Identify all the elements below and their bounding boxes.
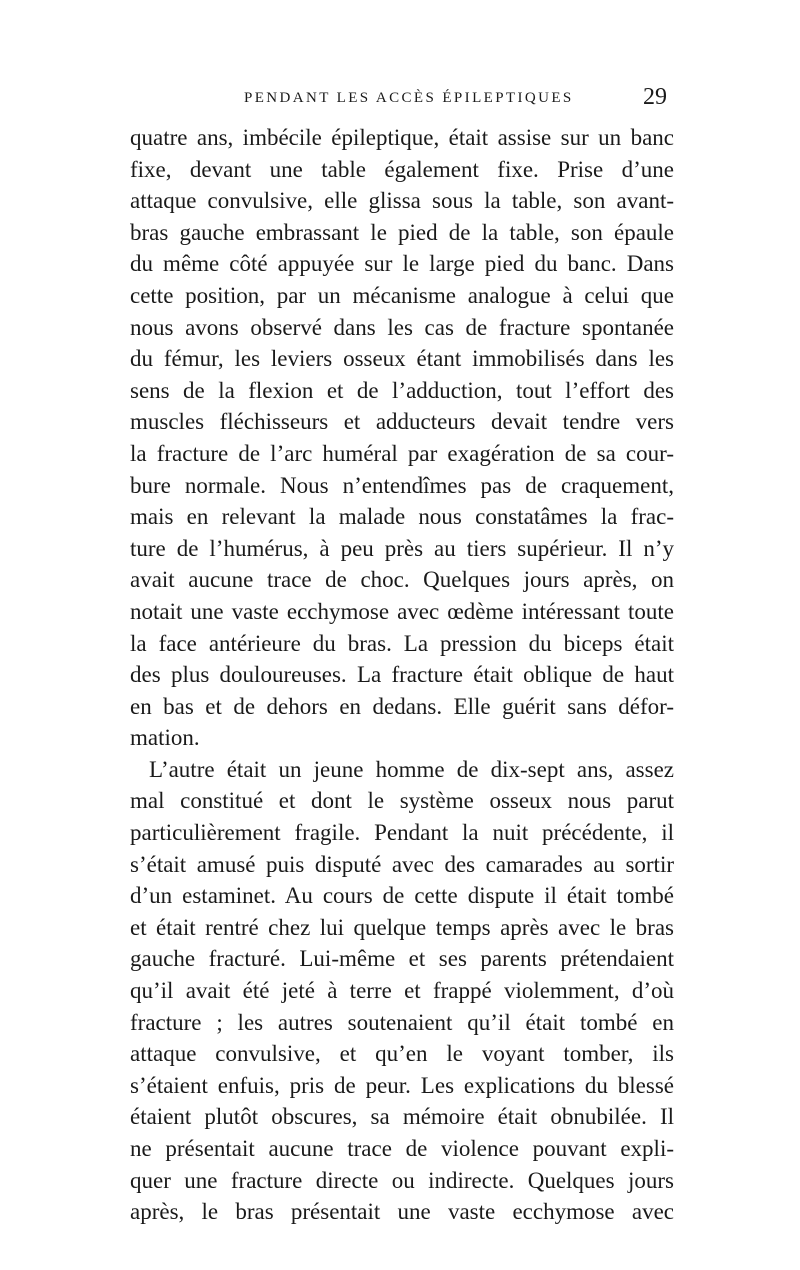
text-line: attaque convulsive, et qu’en le voyant tomber, ils: [130, 1041, 674, 1067]
text-line: mais en relevant la malade nous constatâmes la frac-: [130, 504, 674, 530]
text-line: étaient plutôt obscures, sa mémoire était obnubilée. Il: [130, 1104, 674, 1130]
text-line: la face antérieure du bras. La pression du biceps était: [130, 630, 674, 656]
text-line: s’était amusé puis disputé avec des camarades au sortir: [130, 851, 674, 877]
text-line: fixe, devant une table également fixe. Prise d’une: [130, 156, 674, 182]
text-line: ne présentait aucune trace de violence pouvant expli-: [130, 1136, 674, 1161]
text-line: particulièrement fragile. Pendant la nuit précédente, il: [130, 820, 674, 846]
text-line: fracture ; les autres soutenaient qu’il était tombé en: [130, 1009, 674, 1035]
text-line: quer une fracture directe ou indirecte. Quelques jours: [130, 1167, 674, 1193]
running-head: PENDANT LES ACCÈS ÉPILEPTIQUES: [244, 90, 574, 106]
text-line: s’étaient enfuis, pris de peur. Les explications du blessé: [130, 1072, 674, 1098]
text-line: quatre ans, imbécile épileptique, était assise sur un banc: [130, 125, 674, 150]
paragraph: [130, 122, 674, 754]
text-line: du fémur, les leviers osseux étant immobilisés dans les: [130, 346, 674, 372]
text-line: d’un estaminet. Au cours de cette dispute il était tombé: [130, 883, 674, 909]
text-line: L’autre était un jeune homme de dix-sept ans, assez: [149, 756, 674, 782]
text-line: sens de la flexion et de l’adduction, tout l’effort des: [130, 377, 674, 403]
text-line: qu’il avait été jeté à terre et frappé violemment, d’où: [130, 978, 674, 1004]
text-line: mal constitué et dont le système osseux nous parut: [130, 788, 674, 814]
text-line: attaque convulsive, elle glissa sous la table, son avant-: [130, 188, 674, 214]
text-line: gauche fracturé. Lui-même et ses parents prétendaient: [130, 946, 674, 972]
text-line: bras gauche embrassant le pied de la table, son épaule: [130, 219, 674, 245]
text-line: des plus douloureuses. La fracture était oblique de haut: [130, 662, 674, 688]
text-line: cette position, par un mécanisme analogue à celui que: [130, 282, 674, 308]
text-line: notait une vaste ecchymose avec œdème intéressant toute: [130, 598, 674, 624]
text-line: en bas et de dehors en dedans. Elle guérit sans défor-: [130, 693, 674, 719]
text-line: du même côté appuyée sur le large pied du banc. Dans: [130, 251, 674, 277]
text-line: nous avons observé dans les cas de fracture spontanée: [130, 314, 674, 340]
text-line: ture de l’humérus, à peu près au tiers supérieur. Il n’y: [130, 535, 674, 561]
text-line: la fracture de l’arc huméral par exagération de sa cour-: [130, 440, 674, 466]
text-line: avait aucune trace de choc. Quelques jours après, on: [130, 567, 674, 593]
page-number: 29: [643, 84, 667, 110]
text-line: mation.: [130, 725, 200, 751]
paragraph: [130, 754, 674, 1228]
text-line: muscles fléchisseurs et adducteurs devait tendre vers: [130, 409, 674, 435]
body-text: [130, 122, 674, 1228]
text-line: bure normale. Nous n’entendîmes pas de craquement,: [130, 472, 674, 498]
text-line: après, le bras présentait une vaste ecchymose avec: [130, 1199, 674, 1225]
text-line: et était rentré chez lui quelque temps après avec le bras: [130, 914, 674, 940]
